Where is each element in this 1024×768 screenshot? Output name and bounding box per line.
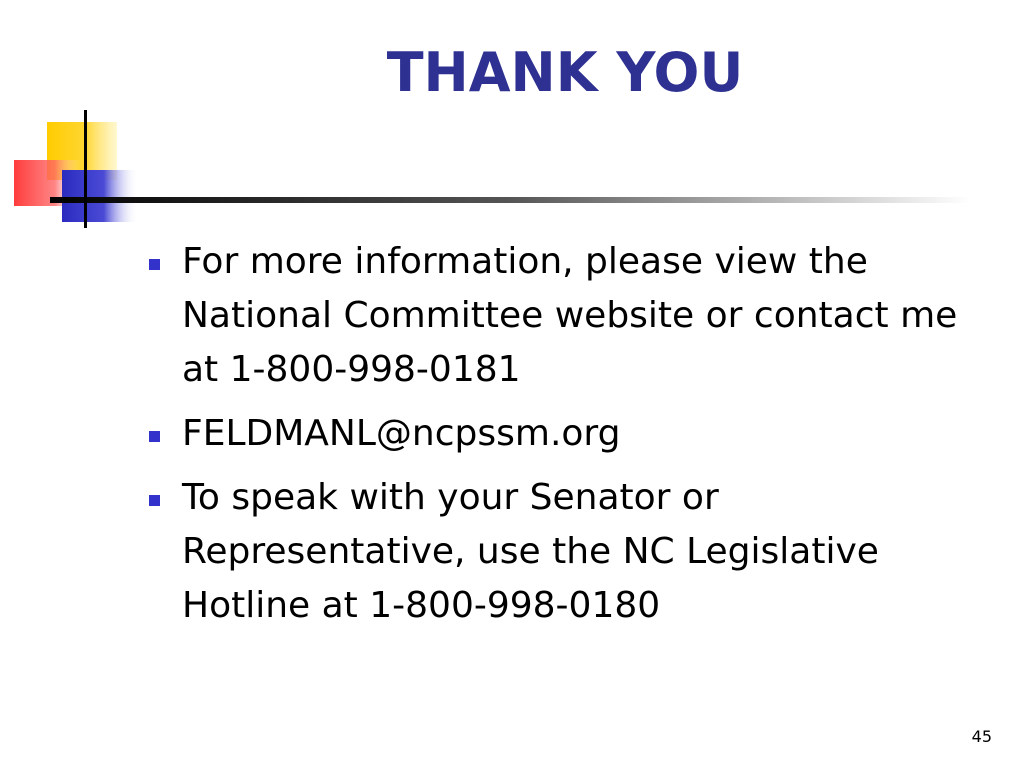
corner-decoration xyxy=(0,0,1024,240)
bullet-square-icon xyxy=(149,431,160,442)
bullet-text-email[interactable]: FELDMANL@ncpssm.org xyxy=(182,413,621,454)
bullet-item xyxy=(146,407,986,461)
bullet-text: To speak with your Senator or Representative, use the NC Legislative Hotline at 1-800-998-0180 xyxy=(182,477,879,626)
bullet-square-icon xyxy=(149,495,160,506)
bullet-item xyxy=(146,235,986,397)
bullet-square-icon xyxy=(149,259,160,270)
deco-blue-square xyxy=(62,170,138,222)
deco-vertical-rule xyxy=(84,110,87,228)
slide-number: 45 xyxy=(971,727,992,746)
deco-horizontal-rule xyxy=(50,197,970,203)
bullet-text: For more information, please view the National Committee website or contact me at 1-800-998-0181 xyxy=(182,241,958,390)
bullet-list xyxy=(146,235,986,643)
slide-title: THANK YOU xyxy=(386,41,744,104)
bullet-item xyxy=(146,471,986,633)
